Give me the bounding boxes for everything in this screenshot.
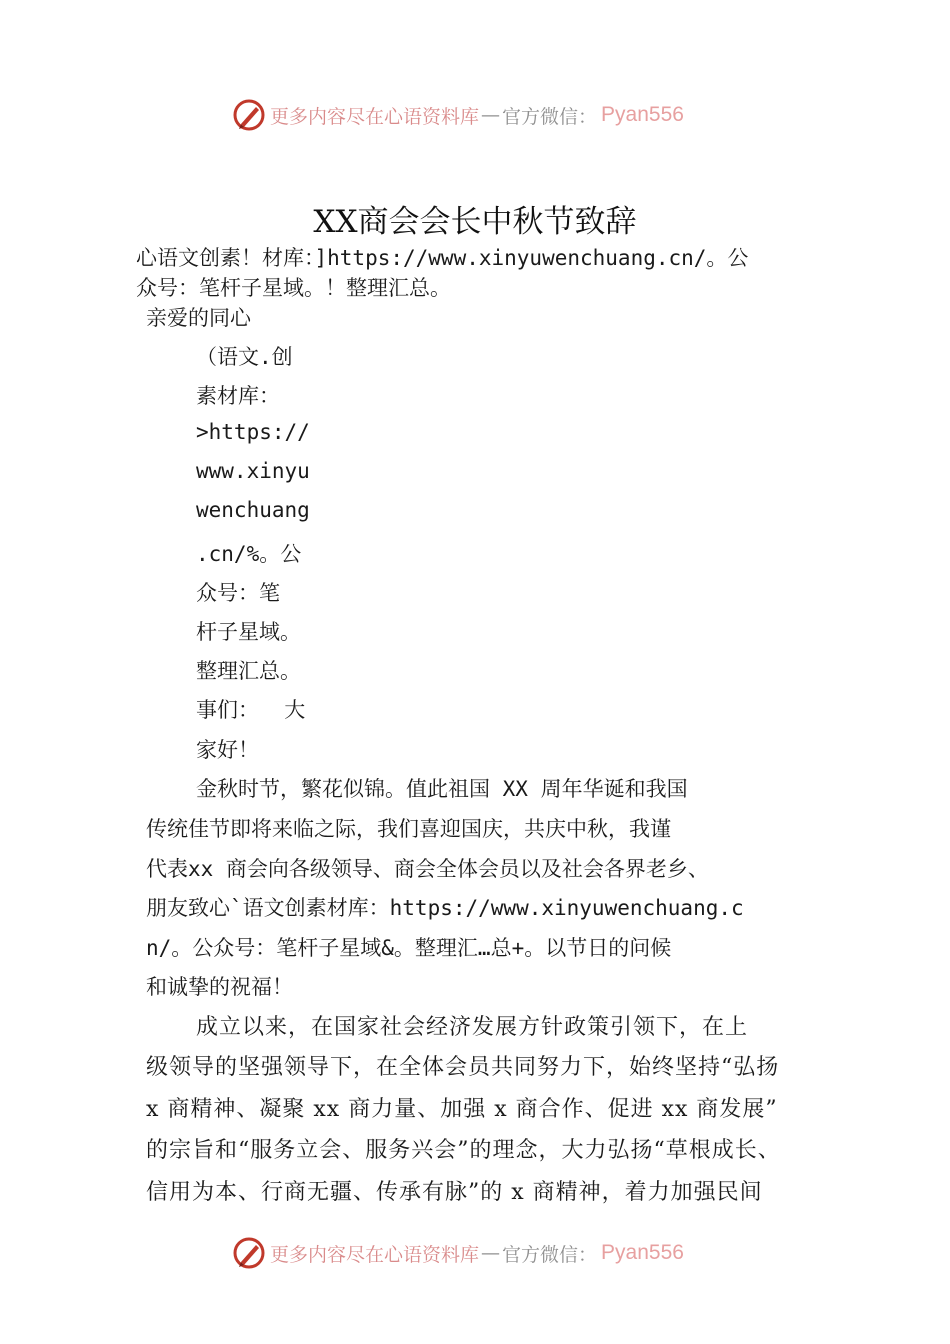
header-line-1: 心语文创素！材库：]https://www.xinyuwenchuang.cn/。公 — [136, 246, 749, 270]
banner-sub-text: 官方微信： — [502, 1243, 598, 1266]
pen-logo-icon — [232, 1236, 266, 1270]
watermark-banner-bottom — [232, 1235, 684, 1271]
paragraph2-line: 的宗旨和“服务立会、服务兴会”的理念，大力弘扬“草根成长、 — [146, 1138, 781, 1163]
banner-dash: — — [481, 104, 501, 126]
banner-wechat-id: Pyan556 — [601, 103, 684, 126]
greeting-start: 亲爱的同心 — [146, 306, 251, 330]
column-line: 家好！ — [196, 738, 259, 762]
column-line: wenchuang — [196, 498, 310, 522]
pen-logo-icon — [232, 98, 266, 132]
paragraph2-line: 成立以来，在国家社会经济发展方针政策引领下，在上 — [196, 1015, 749, 1040]
watermark-banner-top — [232, 97, 684, 133]
column-line: 杆子星域。 — [196, 620, 301, 644]
column-line: 事们： 大 — [196, 698, 306, 722]
paragraph2-line: x 商精神、凝聚 xx 商力量、加强 x 商合作、促进 xx 商发展” — [146, 1097, 778, 1122]
header-line-2: 众号：笔杆子星域。！整理汇总。 — [136, 276, 451, 300]
banner-wechat-id: Pyan556 — [601, 1241, 684, 1264]
column-line: 整理汇总。 — [196, 659, 301, 683]
banner-sub-text: 官方微信： — [502, 105, 598, 128]
paragraph1-line: 金秋时节，繁花似锦。值此祖国 XX 周年华诞和我国 — [196, 777, 688, 801]
paragraph1-line: 和诚挚的祝福！ — [146, 975, 293, 999]
column-line: 素材库： — [196, 384, 280, 408]
banner-main-text: 更多内容尽在心语资料库 — [270, 1243, 480, 1266]
banner-dash: — — [481, 1242, 501, 1264]
paragraph1-line: 代表xx 商会向各级领导、商会全体会员以及社会各界老乡、 — [146, 857, 709, 881]
paragraph1-line: 传统佳节即将来临之际，我们喜迎国庆，共庆中秋，我谨 — [146, 817, 671, 841]
paragraph2-line: 信用为本、行商无疆、传承有脉”的 x 商精神，着力加强民间 — [146, 1180, 763, 1205]
column-line: www.xinyu — [196, 459, 310, 483]
paragraph1-line: n/。公众号：笔杆子星域&。整理汇…总+。以节日的问候 — [146, 936, 672, 960]
column-line: >https:// — [196, 420, 310, 444]
paragraph1-line: 朋友致心`语文创素材库：https://www.xinyuwenchuang.c — [146, 896, 744, 920]
banner-main-text: 更多内容尽在心语资料库 — [270, 105, 480, 128]
column-line: （语文.创 — [196, 345, 293, 369]
page-title: XX商会会长中秋节致辞 — [313, 204, 637, 240]
column-line: .cn/%。公 — [196, 542, 302, 566]
paragraph2-line: 级领导的坚强领导下，在全体会员共同努力下，始终坚持“弘扬 — [146, 1055, 780, 1080]
column-line: 众号：笔 — [196, 581, 280, 605]
